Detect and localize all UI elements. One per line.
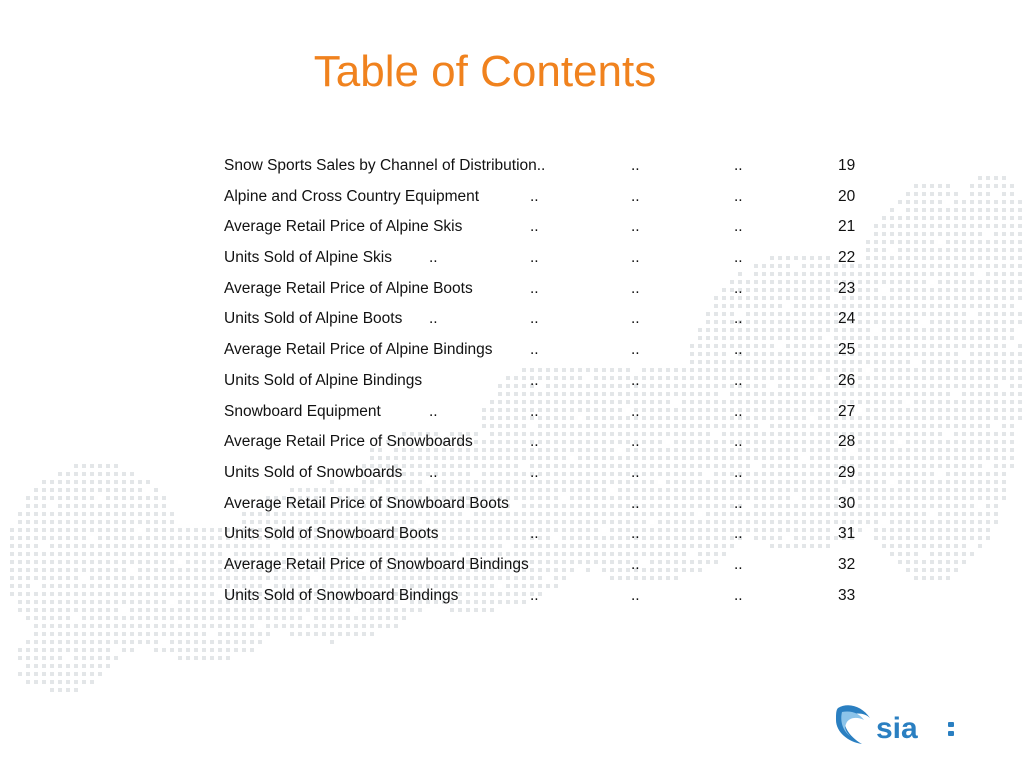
toc-leader-dots: .. xyxy=(631,463,640,481)
toc-page-number: 23 xyxy=(838,279,856,297)
toc-entry[interactable] xyxy=(224,397,884,428)
toc-leader-dots: .. xyxy=(530,525,539,543)
toc-leader-dots: .. xyxy=(631,402,640,420)
toc-leader-dots: .. xyxy=(429,249,438,267)
toc-entry-label: Average Retail Price of Alpine Boots xyxy=(224,279,473,297)
toc-leader-dots: .. xyxy=(734,494,743,512)
toc-leader-dots: .. xyxy=(530,279,539,297)
toc-leader-dots: .. xyxy=(631,433,640,451)
toc-entry[interactable] xyxy=(224,458,884,489)
sia-swoosh-icon xyxy=(836,705,870,744)
toc-leader-dots: .. xyxy=(734,187,743,205)
toc-leader-dots: .. xyxy=(530,341,539,359)
toc-entry-label: Units Sold of Snowboard Boots xyxy=(224,525,439,543)
toc-page-number: 27 xyxy=(838,402,856,420)
toc-leader-dots: .. xyxy=(631,525,640,543)
toc-leader-dots: .. xyxy=(734,310,743,328)
toc-leader-dots: .. xyxy=(734,249,743,267)
toc-leader-dots: .. xyxy=(631,494,640,512)
toc-page-number: 21 xyxy=(838,218,856,236)
toc-leader-dots: .. xyxy=(530,187,539,205)
toc-entry[interactable] xyxy=(224,427,884,458)
toc-entry[interactable] xyxy=(224,212,884,243)
toc-leader-dots: .. xyxy=(429,402,438,420)
toc-leader-dots: .. xyxy=(631,249,640,267)
toc-leader-dots: .. xyxy=(734,525,743,543)
toc-entry-label: Average Retail Price of Snowboard Boots xyxy=(224,494,509,512)
toc-leader-dots: .. xyxy=(631,279,640,297)
toc-leader-dots: .. xyxy=(530,586,539,604)
sia-logo xyxy=(832,698,962,750)
toc-leader-dots: .. xyxy=(734,279,743,297)
table-of-contents xyxy=(224,151,884,611)
toc-leader-dots: .. xyxy=(429,310,438,328)
toc-entry-label: Average Retail Price of Snowboards xyxy=(224,433,473,451)
toc-leader-dots: .. xyxy=(734,433,743,451)
toc-entry[interactable] xyxy=(224,489,884,520)
toc-leader-dots: .. xyxy=(734,463,743,481)
toc-page-number: 22 xyxy=(838,249,856,267)
toc-leader-dots: .. xyxy=(530,402,539,420)
toc-entry-label: Units Sold of Snowboards xyxy=(224,463,403,481)
toc-page-number: 31 xyxy=(838,525,856,543)
toc-page-number: 32 xyxy=(838,555,856,573)
toc-leader-dots: .. xyxy=(631,586,640,604)
toc-entry[interactable] xyxy=(224,519,884,550)
toc-page-number: 28 xyxy=(838,433,856,451)
toc-leader-dots: .. xyxy=(530,310,539,328)
page-title: Table of Contents xyxy=(313,47,657,96)
toc-page-number: 26 xyxy=(838,371,856,389)
toc-entry-label: Units Sold of Snowboard Bindings xyxy=(224,586,459,604)
toc-page-number: 25 xyxy=(838,341,856,359)
toc-page-number: 20 xyxy=(838,187,856,205)
toc-entry[interactable] xyxy=(224,182,884,213)
toc-entry[interactable] xyxy=(224,335,884,366)
toc-entry[interactable] xyxy=(224,581,884,612)
toc-entry[interactable] xyxy=(224,366,884,397)
toc-leader-dots: .. xyxy=(631,157,640,174)
toc-leader-dots: .. xyxy=(631,310,640,328)
toc-leader-dots: .. xyxy=(530,463,539,481)
toc-entry-label: Average Retail Price of Snowboard Bindings xyxy=(224,555,529,573)
toc-page-number: 33 xyxy=(838,586,856,604)
toc-entry-label: Units Sold of Alpine Skis xyxy=(224,249,393,267)
toc-entry-label: Alpine and Cross Country Equipment xyxy=(224,187,480,205)
toc-leader-dots: .. xyxy=(734,371,743,389)
toc-entry[interactable] xyxy=(224,151,884,182)
toc-entry[interactable] xyxy=(224,274,884,305)
toc-entry-label: Average Retail Price of Alpine Skis xyxy=(224,218,463,236)
toc-leader-dots: .. xyxy=(530,218,539,236)
toc-leader-dots: .. xyxy=(631,341,640,359)
toc-leader-dots: .. xyxy=(631,555,640,573)
toc-leader-dots: .. xyxy=(734,555,743,573)
toc-entry[interactable] xyxy=(224,304,884,335)
toc-entry-label: Snowboard Equipment xyxy=(224,402,381,420)
toc-entry[interactable] xyxy=(224,243,884,274)
toc-page-number: 19 xyxy=(838,157,856,174)
toc-leader-dots: .. xyxy=(734,402,743,420)
toc-page-number: 30 xyxy=(838,494,856,512)
toc-leader-dots: .. xyxy=(631,218,640,236)
toc-entry-label: Units Sold of Alpine Bindings xyxy=(224,371,423,389)
toc-entry-label: Units Sold of Alpine Boots xyxy=(224,310,403,328)
toc-entry[interactable] xyxy=(224,550,884,581)
toc-leader-dots: .. xyxy=(530,433,539,451)
toc-leader-dots: .. xyxy=(631,187,640,205)
toc-leader-dots: .. xyxy=(530,249,539,267)
toc-entry-label: Snow Sports Sales by Channel of Distribution.. xyxy=(224,157,546,174)
toc-page-number: 24 xyxy=(838,310,856,328)
toc-leader-dots: .. xyxy=(631,371,640,389)
toc-leader-dots: .. xyxy=(429,463,438,481)
toc-leader-dots: .. xyxy=(734,586,743,604)
toc-page-number: 29 xyxy=(838,463,856,481)
toc-leader-dots: .. xyxy=(734,157,743,174)
toc-leader-dots: .. xyxy=(734,218,743,236)
toc-leader-dots: .. xyxy=(734,341,743,359)
toc-leader-dots: .. xyxy=(530,371,539,389)
toc-entry-label: Average Retail Price of Alpine Bindings xyxy=(224,341,493,359)
sia-wordmark: sia xyxy=(876,712,918,745)
